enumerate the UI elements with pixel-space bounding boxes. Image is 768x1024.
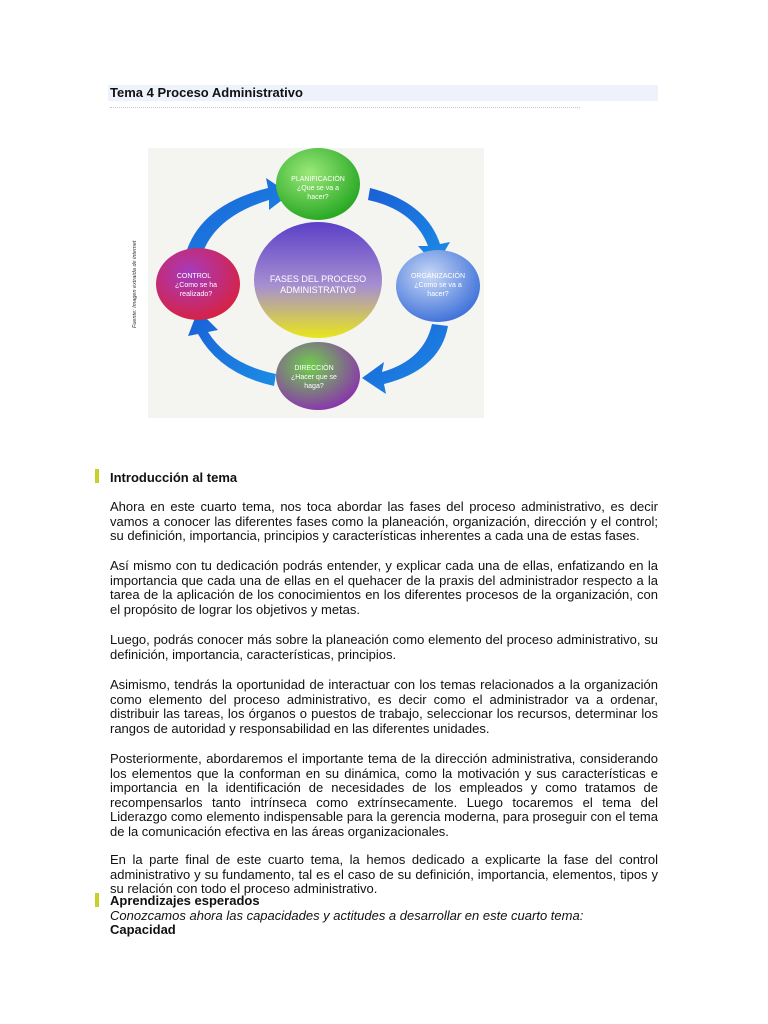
control-question-end: realizado? [179,291,213,298]
direccion-title: DIRECCIÓN [294,365,334,372]
center-label-line1: FASES DEL PROCESO [269,274,367,284]
aprendizajes-subtitle: Conozcamos ahora las capacidades y actitudes a desarrollar en este cuarto tema: [110,908,584,923]
center-label-line2: ADMINISTRATIVO [280,285,356,295]
direccion-question-end: haga? [304,383,324,390]
intro-paragraph-3: Luego, podrás conocer más sobre la planeación como elemento del proceso administrativo, su definición, importancia, características, principios. [110,632,658,662]
section-marker [95,469,99,483]
process-diagram [148,148,484,418]
intro-paragraph-1: Ahora en este cuarto tema, nos toca abordar las fases del proceso administrativo, es decir vamos a conocer las diferentes fases como la planeación, organización, dirección y el control; su definición, importancia, principios y características inherentes a cada una de estas fases. [110,499,658,544]
arrow-direccion-to-control [188,310,276,386]
intro-paragraph-5: Posteriormente, abordaremos el importante tema de la dirección administrativa, considerando los elementos que la conforman en su dinámica, como la motivación y sus características e importancia en la identificación de necesidades de los empleados y como tratamos de recompensarlos tanto intrínseca como extrínsecamente. Luego tocaremos el tema del Liderazgo como elemento indispensable para la gerencia moderna, para proseguir con el tema de la comunicación efectiva en las áreas organizacionales. [110,751,658,839]
figure-source-caption [128,220,140,330]
organizacion-question: ¿Como se va a [414,282,462,289]
capacidad-heading: Capacidad [110,922,176,937]
control-title: CONTROL [176,273,212,280]
intro-heading: Introducción al tema [110,470,238,485]
direccion-question: ¿Hacer que se [291,374,337,381]
figure-source-text: Fuente: Imagen extraída de internet [132,240,138,328]
planificacion-circle [276,148,360,220]
aprendizajes-marker [95,893,99,907]
planificacion-title: PLANIFICACIÓN [291,176,345,183]
aprendizajes-heading: Aprendizajes esperados [110,893,260,908]
planificacion-question-end: hacer? [307,194,329,201]
planificacion-question: ¿Que se va a [296,185,340,192]
arrow-organizacion-to-direccion [362,324,448,394]
organizacion-question-end: hacer? [427,291,449,298]
process-diagram-svg [148,148,484,418]
organizacion-title: ORGANIZACIÓN [410,273,466,280]
title-divider [110,107,580,108]
intro-paragraph-2: Así mismo con tu dedicación podrás entender, y explicar cada una de ellas, enfatizando en la importancia que cada una de ellas en el quehacer de la praxis del administrador respecto a la tarea de la aplicación de los conocimientos en los diferentes procesos de la organización, con el propósito de lograr los objetivos y metas. [110,558,658,617]
page-title: Tema 4 Proceso Administrativo [110,85,303,100]
intro-paragraph-6: En la parte final de este cuarto tema, la hemos dedicado a explicarte la fase del control administrativo y su fundamento, tal es el caso de su definición, importancia, elementos, tipos y su relación con todo el proceso administrativo. [110,852,658,897]
control-question: ¿Como se ha [174,282,218,289]
intro-paragraph-4: Asimismo, tendrás la oportunidad de interactuar con los temas relacionados a la organización como elemento del proceso administrativo, es decir como el administrador va a ordenar, distribuir las tareas, los órganos o puestos de trabajo, seleccionar los recursos, determinar los rangos de autoridad y responsabilidad en las diferentes unidades. [110,677,658,736]
